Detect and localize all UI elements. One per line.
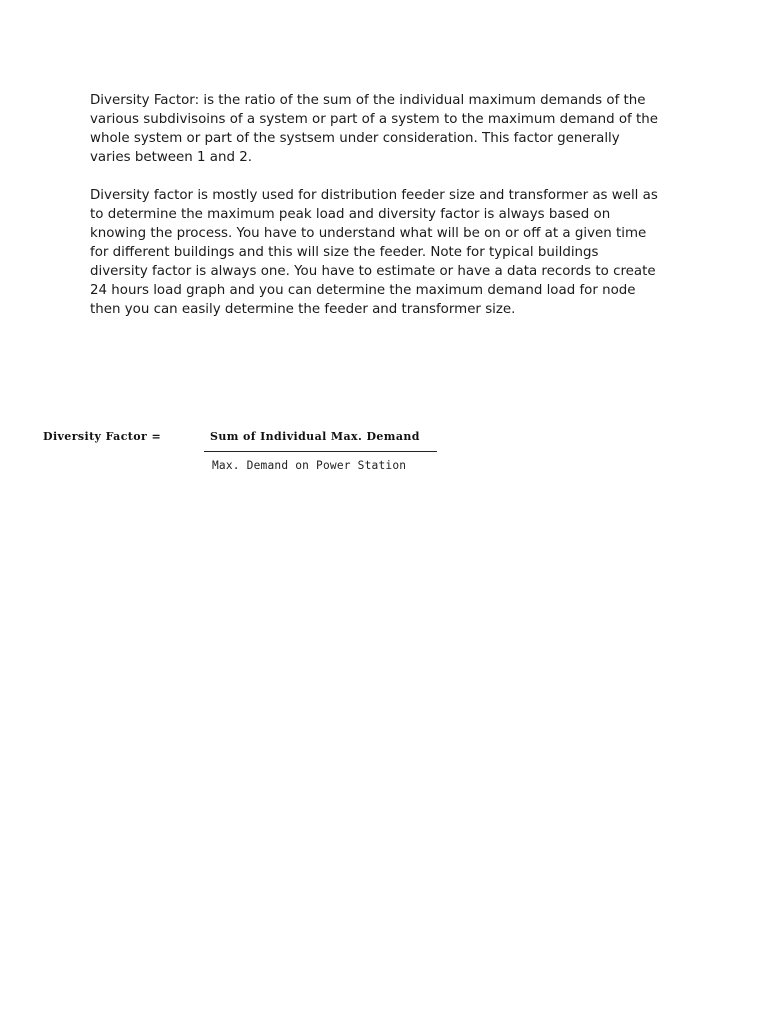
formula-numerator: Sum of Individual Max. Demand bbox=[210, 430, 420, 443]
definition-paragraph: Diversity Factor: is the ratio of the sum of the individual maximum demands of the various subdivisoins of a system or part of a system to the maximum demand of the whole system or part of the systsem under consideration. This factor generally varies between 1 and 2. bbox=[90, 93, 658, 165]
formula-denominator: Max. Demand on Power Station bbox=[212, 459, 407, 472]
formula-label: Diversity Factor = bbox=[43, 430, 162, 443]
usage-paragraph: Diversity factor is mostly used for distribution feeder size and transformer as well as to determine the maximum peak load and diversity factor is always based on knowing the process. You have to understand what will be on or off at a given time for different buildings and this will size the feeder. Note for typical buildings diversity factor is always one. You have to estimate or have a data records to create 24 hours load graph and you can determine the maximum demand load for node then you can easily determine the feeder and transformer size. bbox=[90, 188, 658, 317]
fraction-bar bbox=[204, 451, 437, 452]
